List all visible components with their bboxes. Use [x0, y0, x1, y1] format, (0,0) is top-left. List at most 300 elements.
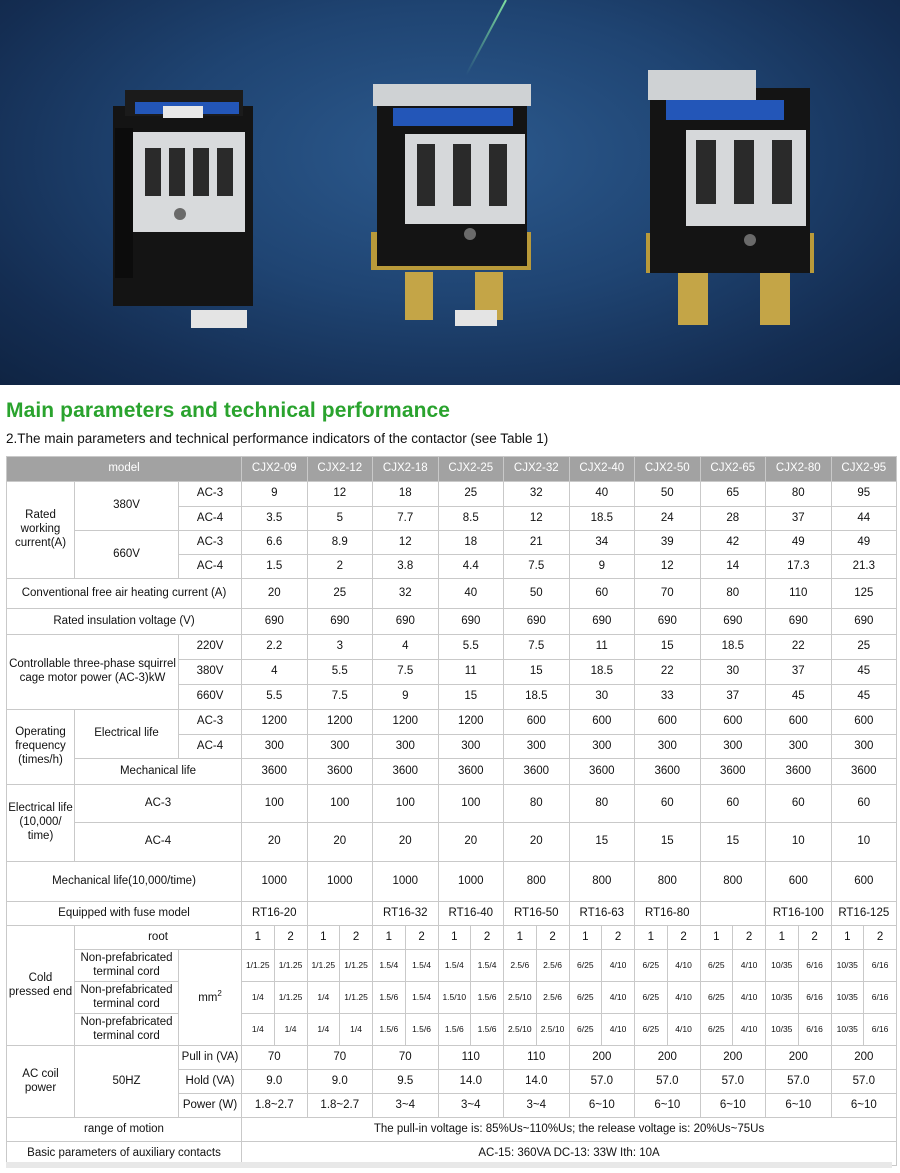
insulation-voltage-label: Rated insulation voltage (V): [7, 609, 242, 635]
table-row: [7, 982, 897, 1014]
value-cell: 14.0: [504, 1070, 570, 1094]
value-cell: 1.5/6: [373, 1014, 406, 1046]
value-cell: 70: [242, 1046, 308, 1070]
electrical-life-label: Electrical life: [75, 710, 179, 759]
table-row: [7, 1046, 897, 1070]
ac4-label: AC-4: [179, 735, 242, 759]
value-cell: 1.5/10: [438, 982, 471, 1014]
root-cell: 2: [405, 926, 438, 950]
value-cell: 7.5: [504, 555, 570, 579]
light-streak: [465, 0, 507, 76]
value-cell: 3.5: [242, 507, 308, 531]
header-row: [7, 457, 897, 482]
value-cell: 1000: [438, 862, 504, 902]
table-row: [7, 635, 897, 660]
value-cell: 1/4: [274, 1014, 307, 1046]
value-cell: 57.0: [766, 1070, 832, 1094]
value-cell: 100: [307, 785, 373, 823]
value-cell: 15: [635, 635, 701, 660]
value-cell: 6~10: [700, 1094, 766, 1118]
value-cell: 80: [504, 785, 570, 823]
mechanical-life-10000-label: Mechanical life(10,000/time): [7, 862, 242, 902]
value-cell: 3600: [438, 759, 504, 785]
value-cell: 690: [700, 609, 766, 635]
value-cell: 3600: [635, 759, 701, 785]
value-cell: 49: [831, 531, 897, 555]
ac4-label: AC-4: [179, 507, 242, 531]
table-row: [7, 926, 897, 950]
value-cell: 22: [766, 635, 832, 660]
page-subtitle: 2.The main parameters and technical performance indicators of the contactor (see Table 1): [6, 431, 549, 446]
heating-current-label: Conventional free air heating current (A): [7, 579, 242, 609]
value-cell: 600: [831, 710, 897, 735]
value-cell: 1/1.25: [274, 950, 307, 982]
value-cell: 1/4: [307, 1014, 340, 1046]
table-row: [7, 902, 897, 926]
value-cell: RT16-80: [635, 902, 701, 926]
value-cell: 1.5/4: [471, 950, 504, 982]
value-cell: 32: [504, 482, 570, 507]
value-cell: 5: [307, 507, 373, 531]
value-cell: 600: [504, 710, 570, 735]
root-cell: 2: [733, 926, 766, 950]
value-cell: 6/16: [798, 950, 831, 982]
table-row: [7, 862, 897, 902]
value-cell: 80: [700, 579, 766, 609]
value-cell: 50: [504, 579, 570, 609]
value-cell: 1.5/6: [438, 1014, 471, 1046]
voltage-380-label: 380V: [179, 660, 242, 685]
value-cell: 80: [569, 785, 635, 823]
value-cell: 30: [569, 685, 635, 710]
value-cell: 57.0: [635, 1070, 701, 1094]
value-cell: 45: [766, 685, 832, 710]
auxiliary-contacts-label: Basic parameters of auxiliary contacts: [7, 1142, 242, 1166]
value-cell: 15: [635, 823, 701, 862]
value-cell: 8.5: [438, 507, 504, 531]
value-cell: 24: [635, 507, 701, 531]
value-cell: 34: [569, 531, 635, 555]
value-cell: 1.5/6: [405, 1014, 438, 1046]
root-cell: 2: [864, 926, 897, 950]
value-cell: 4/10: [667, 950, 700, 982]
value-cell: 200: [635, 1046, 701, 1070]
value-cell: 10: [766, 823, 832, 862]
value-cell: 37: [700, 685, 766, 710]
value-cell: 1200: [307, 710, 373, 735]
root-cell: 2: [667, 926, 700, 950]
value-cell: 1/4: [307, 982, 340, 1014]
value-cell: 2: [307, 555, 373, 579]
value-cell: 200: [569, 1046, 635, 1070]
root-cell: 1: [242, 926, 275, 950]
ac3-label: AC-3: [179, 710, 242, 735]
root-label: root: [75, 926, 242, 950]
value-cell: 65: [700, 482, 766, 507]
value-cell: 49: [766, 531, 832, 555]
value-cell: 3600: [307, 759, 373, 785]
value-cell: RT16-50: [504, 902, 570, 926]
value-cell: 1/4: [340, 1014, 373, 1046]
root-cell: 1: [700, 926, 733, 950]
value-cell: 12: [373, 531, 439, 555]
value-cell: 20: [504, 823, 570, 862]
value-cell: 300: [373, 735, 439, 759]
value-cell: 80: [766, 482, 832, 507]
ac3-label: AC-3: [75, 785, 242, 823]
value-cell: 57.0: [831, 1070, 897, 1094]
root-cell: 2: [602, 926, 635, 950]
contactor-image-small: [105, 88, 265, 333]
value-cell: 690: [307, 609, 373, 635]
value-cell: 2.5/10: [536, 1014, 569, 1046]
value-cell: 6/16: [864, 1014, 897, 1046]
pull-in-label: Pull in (VA): [179, 1046, 242, 1070]
value-cell: 25: [307, 579, 373, 609]
value-cell: 200: [700, 1046, 766, 1070]
value-cell: 6/16: [864, 950, 897, 982]
value-cell: 57.0: [700, 1070, 766, 1094]
table-row: [7, 579, 897, 609]
value-cell: 2.5/6: [504, 950, 537, 982]
value-cell: RT16-20: [242, 902, 308, 926]
value-cell: 18: [373, 482, 439, 507]
voltage-660-label: 660V: [179, 685, 242, 710]
value-cell: 6/25: [635, 1014, 668, 1046]
value-cell: 10/35: [831, 1014, 864, 1046]
value-cell: 7.5: [307, 685, 373, 710]
value-cell: 3~4: [373, 1094, 439, 1118]
value-cell: 10/35: [766, 1014, 799, 1046]
cold-pressed-label: Cold pressed end: [7, 926, 75, 1046]
value-cell: [307, 902, 373, 926]
value-cell: 3600: [700, 759, 766, 785]
motor-power-label: Controllable three-phase squirrel cage motor power (AC-3)kW: [7, 635, 179, 710]
value-cell: 32: [373, 579, 439, 609]
value-cell: 20: [438, 823, 504, 862]
mechanical-life-label: Mechanical life: [75, 759, 242, 785]
value-cell: 37: [766, 507, 832, 531]
ac3-label: AC-3: [179, 482, 242, 507]
value-cell: 6/25: [700, 982, 733, 1014]
value-cell: 14.0: [438, 1070, 504, 1094]
value-cell: 70: [635, 579, 701, 609]
model-name: CJX2-18: [373, 457, 439, 482]
value-cell: 300: [700, 735, 766, 759]
root-cell: 1: [569, 926, 602, 950]
value-cell: 800: [569, 862, 635, 902]
value-cell: 4/10: [667, 982, 700, 1014]
root-cell: 2: [340, 926, 373, 950]
value-cell: 6/25: [700, 1014, 733, 1046]
value-cell: 3600: [766, 759, 832, 785]
value-cell: 690: [504, 609, 570, 635]
value-cell: 110: [504, 1046, 570, 1070]
value-cell: 11: [438, 660, 504, 685]
voltage-220-label: 220V: [179, 635, 242, 660]
table-row: [7, 823, 897, 862]
value-cell: 11: [569, 635, 635, 660]
contactor-image-large: [640, 68, 820, 330]
value-cell: 18.5: [569, 660, 635, 685]
value-cell: 800: [700, 862, 766, 902]
value-cell: 1.5/6: [471, 982, 504, 1014]
value-cell: 20: [242, 823, 308, 862]
value-cell: 21.3: [831, 555, 897, 579]
value-cell: 7.5: [373, 660, 439, 685]
value-cell: 600: [635, 710, 701, 735]
value-cell: 300: [242, 735, 308, 759]
value-cell: 9: [373, 685, 439, 710]
value-cell: 1200: [438, 710, 504, 735]
value-cell: 6/16: [864, 982, 897, 1014]
model-name: CJX2-32: [504, 457, 570, 482]
value-cell: 600: [569, 710, 635, 735]
value-cell: 15: [700, 823, 766, 862]
value-cell: 1/1.25: [307, 950, 340, 982]
model-name: CJX2-95: [831, 457, 897, 482]
value-cell: 18.5: [504, 685, 570, 710]
value-cell: 1000: [242, 862, 308, 902]
value-cell: 1.5/4: [438, 950, 471, 982]
value-cell: 690: [766, 609, 832, 635]
model-name: CJX2-12: [307, 457, 373, 482]
unit-mm2: [179, 950, 242, 1046]
root-cell: 1: [831, 926, 864, 950]
table-row: [7, 950, 897, 982]
value-cell: 5.5: [438, 635, 504, 660]
value-cell: 45: [831, 660, 897, 685]
value-cell: 1200: [373, 710, 439, 735]
value-cell: 18: [438, 531, 504, 555]
value-cell: 1000: [373, 862, 439, 902]
table-row: [7, 710, 897, 735]
value-cell: 1/4: [242, 1014, 275, 1046]
value-cell: 3600: [569, 759, 635, 785]
value-cell: 37: [766, 660, 832, 685]
value-cell: 3600: [242, 759, 308, 785]
value-cell: 4: [373, 635, 439, 660]
value-cell: 18.5: [700, 635, 766, 660]
value-cell: 6/16: [798, 1014, 831, 1046]
value-cell: 20: [307, 823, 373, 862]
value-cell: 1.5/4: [405, 950, 438, 982]
value-cell: 100: [373, 785, 439, 823]
value-cell: 60: [831, 785, 897, 823]
value-cell: 1.5/4: [405, 982, 438, 1014]
value-cell: 800: [504, 862, 570, 902]
value-cell: 300: [635, 735, 701, 759]
value-cell: RT16-125: [831, 902, 897, 926]
table-row: [7, 759, 897, 785]
parameters-table: [6, 456, 897, 1166]
value-cell: 6~10: [635, 1094, 701, 1118]
value-cell: 200: [766, 1046, 832, 1070]
value-cell: 60: [635, 785, 701, 823]
voltage-380-label: 380V: [75, 482, 179, 531]
value-cell: 4.4: [438, 555, 504, 579]
power-label: Power (W): [179, 1094, 242, 1118]
rated-current-label: Rated working current(A): [7, 482, 75, 579]
value-cell: 4/10: [667, 1014, 700, 1046]
value-cell: 4/10: [733, 982, 766, 1014]
table-row: [7, 1014, 897, 1046]
value-cell: 8.9: [307, 531, 373, 555]
model-name: CJX2-80: [766, 457, 832, 482]
value-cell: 25: [831, 635, 897, 660]
cord-label: Non-prefabricated terminal cord: [75, 1014, 179, 1046]
value-cell: 4/10: [733, 950, 766, 982]
value-cell: 6/25: [569, 1014, 602, 1046]
ac-coil-label: AC coil power: [7, 1046, 75, 1118]
page-title: Main parameters and technical performance: [6, 399, 451, 422]
unit-text: mm: [198, 992, 218, 1005]
value-cell: 12: [635, 555, 701, 579]
value-cell: 6/25: [569, 982, 602, 1014]
value-cell: 3~4: [504, 1094, 570, 1118]
value-cell: 1/4: [242, 982, 275, 1014]
value-cell: 60: [766, 785, 832, 823]
value-cell: 14: [700, 555, 766, 579]
value-cell: 4/10: [602, 982, 635, 1014]
value-cell: 10/35: [831, 982, 864, 1014]
value-cell: 2.5/10: [504, 982, 537, 1014]
value-cell: 690: [635, 609, 701, 635]
ac3-label: AC-3: [179, 531, 242, 555]
value-cell: 3: [307, 635, 373, 660]
value-cell: RT16-63: [569, 902, 635, 926]
value-cell: 300: [307, 735, 373, 759]
value-cell: 21: [504, 531, 570, 555]
value-cell: 1200: [242, 710, 308, 735]
value-cell: 690: [373, 609, 439, 635]
value-cell: 15: [438, 685, 504, 710]
model-name: CJX2-40: [569, 457, 635, 482]
value-cell: 30: [700, 660, 766, 685]
value-cell: 22: [635, 660, 701, 685]
value-cell: 1.5/4: [373, 950, 406, 982]
value-cell: 28: [700, 507, 766, 531]
value-cell: 3600: [831, 759, 897, 785]
value-cell: 60: [700, 785, 766, 823]
hold-label: Hold (VA): [179, 1070, 242, 1094]
table-row: [7, 609, 897, 635]
value-cell: 100: [438, 785, 504, 823]
value-cell: 95: [831, 482, 897, 507]
value-cell: 5.5: [242, 685, 308, 710]
value-cell: 40: [438, 579, 504, 609]
value-cell: 200: [831, 1046, 897, 1070]
value-cell: 17.3: [766, 555, 832, 579]
model-header: model: [7, 457, 242, 482]
root-cell: 2: [471, 926, 504, 950]
value-cell: 2.2: [242, 635, 308, 660]
value-cell: 690: [831, 609, 897, 635]
value-cell: 110: [438, 1046, 504, 1070]
value-cell: 3~4: [438, 1094, 504, 1118]
value-cell: 9.0: [307, 1070, 373, 1094]
value-cell: 300: [569, 735, 635, 759]
table-row: [7, 531, 897, 555]
model-name: CJX2-65: [700, 457, 766, 482]
value-cell: RT16-40: [438, 902, 504, 926]
model-name: CJX2-50: [635, 457, 701, 482]
value-cell: 2.5/6: [536, 982, 569, 1014]
value-cell: 33: [635, 685, 701, 710]
value-cell: 690: [569, 609, 635, 635]
value-cell: 1000: [307, 862, 373, 902]
value-cell: 9.5: [373, 1070, 439, 1094]
value-cell: 3600: [373, 759, 439, 785]
frequency-label: 50HZ: [75, 1046, 179, 1118]
value-cell: 4/10: [602, 1014, 635, 1046]
value-cell: 6/16: [798, 982, 831, 1014]
value-cell: 1.5: [242, 555, 308, 579]
root-cell: 1: [766, 926, 799, 950]
value-cell: 44: [831, 507, 897, 531]
root-cell: 1: [307, 926, 340, 950]
value-cell: 9.0: [242, 1070, 308, 1094]
value-cell: 4/10: [602, 950, 635, 982]
value-cell: 15: [504, 660, 570, 685]
value-cell: 9: [569, 555, 635, 579]
range-of-motion-value: The pull-in voltage is: 85%Us~110%Us; the release voltage is: 20%Us~75Us: [242, 1118, 897, 1142]
value-cell: 6~10: [831, 1094, 897, 1118]
value-cell: 40: [569, 482, 635, 507]
model-name: CJX2-09: [242, 457, 308, 482]
value-cell: 18.5: [569, 507, 635, 531]
value-cell: 3600: [504, 759, 570, 785]
root-cell: 2: [798, 926, 831, 950]
value-cell: 600: [700, 710, 766, 735]
root-cell: 1: [504, 926, 537, 950]
value-cell: 300: [766, 735, 832, 759]
value-cell: 7.7: [373, 507, 439, 531]
value-cell: 4: [242, 660, 308, 685]
value-cell: 4/10: [733, 1014, 766, 1046]
value-cell: 2.5/6: [536, 950, 569, 982]
root-cell: 1: [635, 926, 668, 950]
value-cell: 3.8: [373, 555, 439, 579]
value-cell: 600: [831, 862, 897, 902]
cord-label: Non-prefabricated terminal cord: [75, 982, 179, 1014]
footer-bar: [6, 1162, 892, 1168]
value-cell: 70: [307, 1046, 373, 1070]
operating-frequency-label: Operating frequency (times/h): [7, 710, 75, 785]
table-row: [7, 785, 897, 823]
value-cell: 125: [831, 579, 897, 609]
value-cell: 50: [635, 482, 701, 507]
cord-label: Non-prefabricated terminal cord: [75, 950, 179, 982]
root-cell: 1: [373, 926, 406, 950]
value-cell: 1/1.25: [242, 950, 275, 982]
ac4-label: AC-4: [179, 555, 242, 579]
value-cell: 100: [242, 785, 308, 823]
value-cell: 7.5: [504, 635, 570, 660]
value-cell: 6/25: [700, 950, 733, 982]
value-cell: 10/35: [766, 950, 799, 982]
auxiliary-contacts-value: AC-15: 360VA DC-13: 33W Ith: 10A: [242, 1142, 897, 1166]
value-cell: 5.5: [307, 660, 373, 685]
table-row: [7, 482, 897, 507]
voltage-660-label: 660V: [75, 531, 179, 579]
value-cell: 1/1.25: [274, 982, 307, 1014]
contactor-image-medium: [365, 82, 540, 332]
value-cell: 1.5/6: [373, 982, 406, 1014]
value-cell: 2.5/10: [504, 1014, 537, 1046]
value-cell: 690: [242, 609, 308, 635]
value-cell: 6/25: [569, 950, 602, 982]
